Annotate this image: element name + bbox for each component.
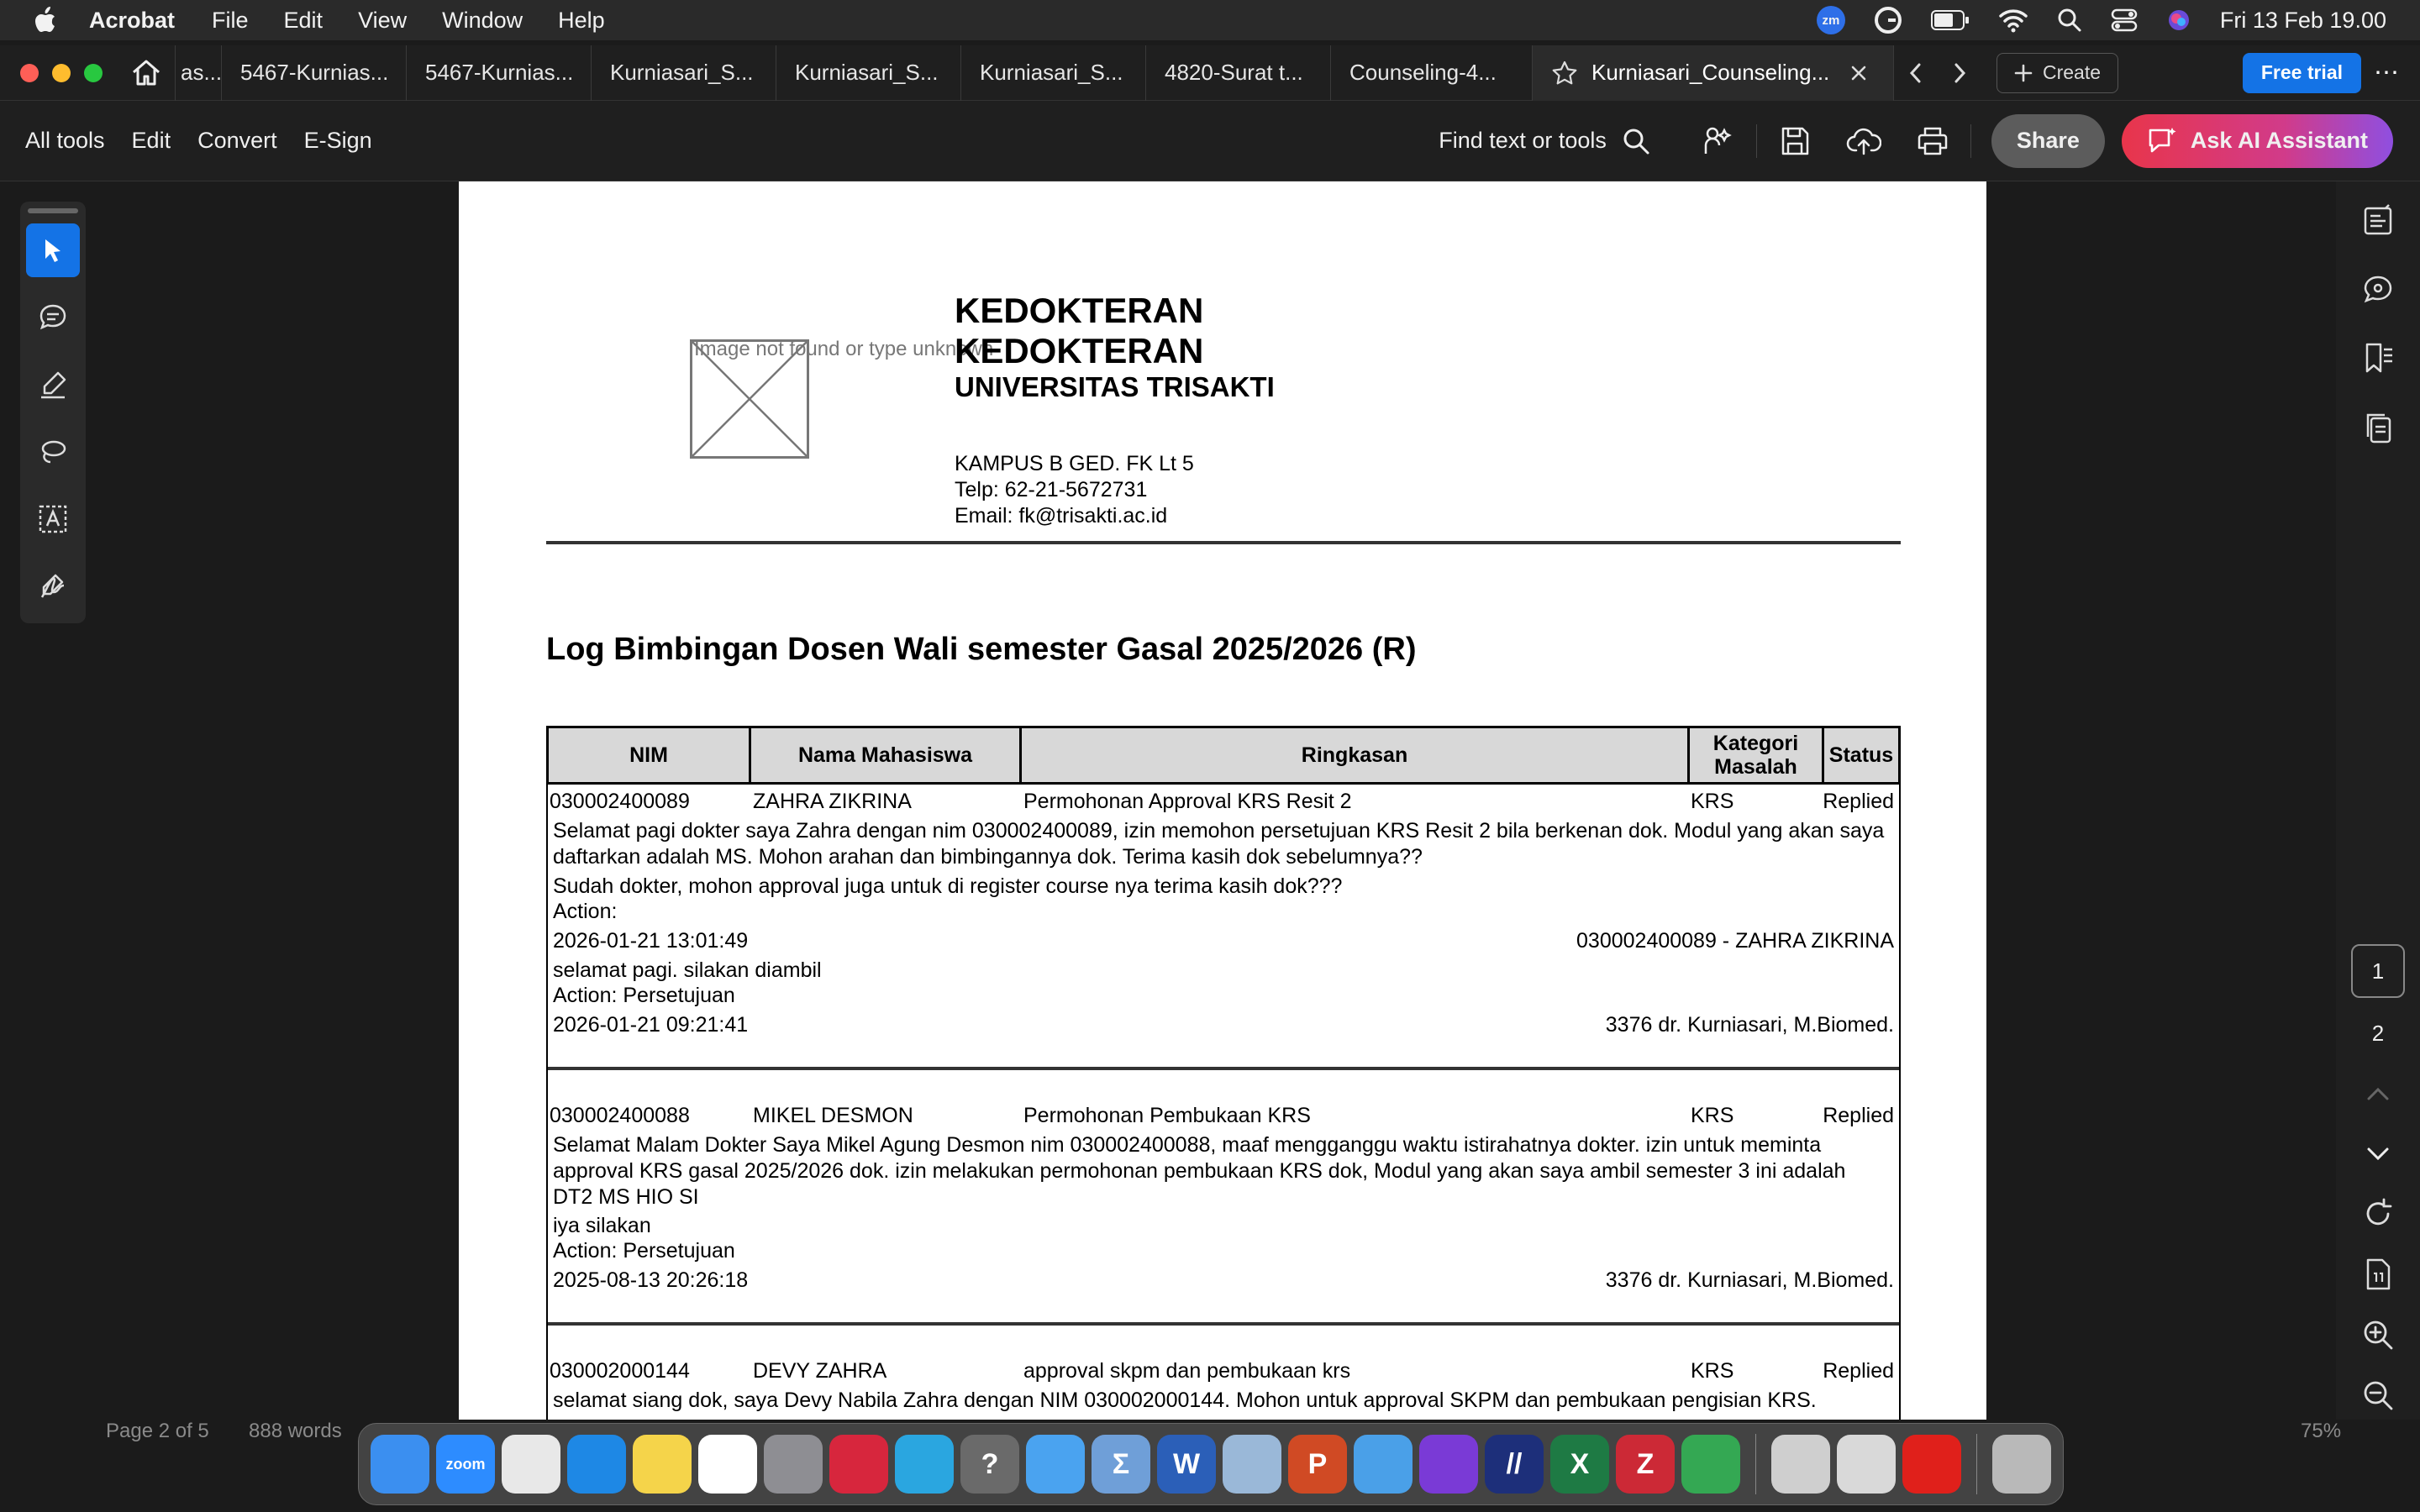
zoom-window-button[interactable]: [84, 64, 103, 82]
bookmarks-icon[interactable]: [2360, 341, 2396, 376]
macos-dock: [358, 1423, 2064, 1505]
share-button[interactable]: Share: [1991, 114, 2105, 168]
reply-timestamp: 2026-01-21 09:21:41: [553, 1013, 749, 1037]
tab-label: Kurniasari_S...: [610, 60, 754, 85]
create-button[interactable]: [1996, 53, 2118, 93]
tab-label: Kurniasari_S...: [980, 60, 1123, 85]
organize-pages-icon[interactable]: [2360, 203, 2396, 239]
more-options-icon[interactable]: ⋯: [2374, 59, 2399, 87]
cell-summary: approval skpm dan pembukaan krs: [1023, 1359, 1351, 1383]
chevron-right-icon: [1951, 61, 1968, 85]
document-tab[interactable]: [175, 45, 222, 101]
document-tab[interactable]: [592, 45, 776, 101]
star-icon[interactable]: [1551, 60, 1578, 87]
reply-text: selamat pagi. silakan diambil: [553, 958, 822, 982]
word-icon[interactable]: W: [1157, 1435, 1216, 1494]
followup-text: Sudah dokter, mohon approval juga untuk di register course nya terima kasih dok???: [553, 874, 1343, 898]
numbers-icon[interactable]: [1681, 1435, 1740, 1494]
apple-icon[interactable]: [32, 6, 57, 34]
column-header-status: Status: [1828, 743, 1894, 767]
window-controls: [20, 64, 103, 82]
chrome-icon[interactable]: [502, 1435, 560, 1494]
document-tab[interactable]: [961, 45, 1146, 101]
siri-icon[interactable]: [2166, 8, 2191, 33]
cell-name: ZAHRA ZIKRINA: [753, 790, 912, 813]
free-trial-button[interactable]: Free trial: [2243, 53, 2361, 93]
zotero-icon[interactable]: Z: [1616, 1435, 1675, 1494]
battery-icon[interactable]: [1931, 9, 1970, 31]
zoom-status-icon[interactable]: zm: [1817, 6, 1845, 34]
right-panel-rail: [2336, 181, 2420, 1420]
mendeley-icon[interactable]: [829, 1435, 888, 1494]
page-thumbnail-2[interactable]: 2: [2371, 1020, 2385, 1046]
lasso-icon: [37, 436, 69, 468]
ai-assistant-icon: [2147, 125, 2179, 157]
column-header-category: Kategori Masalah: [1690, 728, 1824, 782]
document-tab[interactable]: [776, 45, 961, 101]
cell-status: Replied: [1823, 1359, 1894, 1383]
cursor-icon: [39, 236, 67, 265]
trash-icon[interactable]: [1992, 1435, 2051, 1494]
fit-page-icon[interactable]: [2360, 1257, 2396, 1292]
pdf-page[interactable]: [459, 181, 1986, 1420]
table-header: [546, 726, 1901, 785]
chevron-down-icon[interactable]: [2360, 1136, 2396, 1171]
notes-icon[interactable]: [633, 1435, 692, 1494]
tab-label: 5467-Kurnias...: [425, 60, 574, 85]
search-icon: [1622, 127, 1650, 155]
preview-icon[interactable]: [1223, 1435, 1281, 1494]
cell-status: Replied: [1823, 790, 1894, 813]
toolbar: [0, 101, 2420, 181]
letterhead-phone: Telp: 62-21-5672731: [955, 478, 1148, 501]
document-tab-active[interactable]: [1533, 45, 1894, 101]
grammarly-icon[interactable]: [1874, 6, 1902, 34]
ask-ai-label: Ask AI Assistant: [2190, 128, 2368, 153]
image-alt-text: Image not found or type unknown: [694, 338, 994, 360]
document-tab[interactable]: [407, 45, 592, 101]
finder-icon[interactable]: [371, 1435, 429, 1494]
quick-tools-rail: [20, 202, 86, 623]
message-text: Selamat pagi dokter saya Zahra dengan nim 030002400089, izin memohon persetujuan KRS Resit 2 bila berkenan dok. Modul yang akan saya daftarkan adalah MS. Mohon arahan dan bimbingannya dok. Terima kasih dok sebelumnya??: [553, 819, 1885, 869]
zoom-icon[interactable]: zoom: [436, 1435, 495, 1494]
menu-window[interactable]: Window: [442, 7, 523, 33]
print-icon[interactable]: [1915, 123, 1950, 159]
signature-icon: [37, 570, 69, 602]
menu-edit[interactable]: Edit: [283, 7, 324, 33]
ai-tools-icon[interactable]: [1701, 123, 1736, 159]
cell-status: Replied: [1823, 1104, 1894, 1127]
tab-bar: [0, 45, 2420, 101]
page-thumbnail-1[interactable]: 1: [2351, 944, 2405, 998]
reply-author: 3376 dr. Kurniasari, M.Biomed.: [1605, 1013, 1894, 1037]
reply-author: 3376 dr. Kurniasari, M.Biomed.: [1605, 1268, 1894, 1292]
highlighter-icon: [37, 369, 69, 401]
followup-timestamp: 2026-01-21 13:01:49: [553, 929, 749, 953]
settings-icon[interactable]: [764, 1435, 823, 1494]
tab-label: Kurniasari_S...: [795, 60, 939, 85]
grapher-icon[interactable]: Σ: [1092, 1435, 1150, 1494]
ask-ai-assistant-button[interactable]: [2122, 114, 2393, 168]
message-text: Selamat Malam Dokter Saya Mikel Agung Desmon nim 030002400088, maaf mengganggu waktu istirahatnya dokter. izin untuk meminta approval KRS gasal 2025/2026 dok. izin melakukan permohonan pembukaan KRS dok, Modul yang akan saya ambil semester 3 ini adalah DT2 MS HIO SI: [553, 1133, 1846, 1209]
gem-icon[interactable]: [895, 1435, 954, 1494]
spotlight-search-icon[interactable]: [2057, 8, 2082, 33]
select-tool-button[interactable]: [26, 223, 80, 277]
upload-cloud-icon[interactable]: [1846, 123, 1881, 159]
column-header-nim: NIM: [549, 728, 751, 782]
cell-name: MIKEL DESMON: [753, 1104, 913, 1127]
followup-action: Action:: [553, 900, 618, 923]
dock-separator: [1976, 1434, 1977, 1494]
comment-tool-button[interactable]: [26, 291, 80, 344]
convert-menu[interactable]: Convert: [197, 128, 277, 153]
powerpoint-icon[interactable]: P: [1288, 1435, 1347, 1494]
home-icon[interactable]: [129, 56, 163, 90]
word-count: 888 words: [249, 1420, 342, 1442]
cell-summary: Permohonan Pembukaan KRS: [1023, 1104, 1311, 1127]
tab-label: 4820-Surat t...: [1165, 60, 1303, 85]
rotate-icon[interactable]: [2360, 1196, 2396, 1231]
save-icon[interactable]: [1777, 123, 1812, 159]
close-tab-icon[interactable]: [1849, 64, 1868, 82]
edit-menu[interactable]: Edit: [131, 128, 171, 153]
highlight-tool-button[interactable]: [26, 358, 80, 412]
mail-icon[interactable]: [1026, 1435, 1085, 1494]
menu-file[interactable]: File: [212, 7, 249, 33]
menu-help[interactable]: Help: [558, 7, 605, 33]
letterhead-email: Email: fk@trisakti.ac.id: [955, 504, 1168, 528]
tab-scroll-right-button[interactable]: [1938, 61, 1981, 85]
excel-icon[interactable]: X: [1550, 1435, 1609, 1494]
tab-scroll-left-button[interactable]: [1894, 61, 1938, 85]
reply-action: Action: Persetujuan: [553, 984, 735, 1007]
comments-panel-icon[interactable]: [2360, 272, 2396, 307]
letterhead-university: UNIVERSITAS TRISAKTI: [955, 371, 1275, 402]
comment-icon: [37, 302, 69, 333]
esign-menu[interactable]: E-Sign: [303, 128, 372, 153]
cell-summary: Permohonan Approval KRS Resit 2: [1023, 790, 1352, 813]
draw-tool-button[interactable]: [26, 425, 80, 479]
menu-view[interactable]: View: [358, 7, 408, 33]
zoom-level[interactable]: 75%: [2301, 1420, 2342, 1442]
zoom-out-icon[interactable]: [2360, 1378, 2396, 1413]
table-body: [546, 785, 1901, 1420]
control-center-icon[interactable]: [2111, 8, 2138, 33]
firefox-icon[interactable]: [1419, 1435, 1478, 1494]
toolbar-divider: [1756, 124, 1757, 158]
cell-category: KRS: [1691, 1359, 1734, 1383]
reply-action: Action: Persetujuan: [553, 1239, 735, 1263]
freeform-icon[interactable]: [698, 1435, 757, 1494]
reply-timestamp: 2025-08-13 20:26:18: [553, 1268, 749, 1292]
chevron-up-icon[interactable]: [2360, 1077, 2396, 1112]
row-divider: [548, 1322, 1899, 1326]
help-icon[interactable]: ?: [960, 1435, 1019, 1494]
sign-tool-button[interactable]: [26, 559, 80, 613]
network-icon[interactable]: [1354, 1435, 1413, 1494]
scanner-icon[interactable]: [1771, 1435, 1830, 1494]
column-header-name: Nama Mahasiswa: [751, 728, 1022, 782]
text-box-icon: [37, 503, 69, 535]
document-tab[interactable]: [222, 45, 407, 101]
letterhead-address: KAMPUS B GED. FK Lt 5: [955, 452, 1194, 475]
dock-separator: [1755, 1434, 1756, 1494]
acrobat-icon[interactable]: [1902, 1435, 1961, 1494]
cell-category: KRS: [1691, 1104, 1734, 1127]
find-text-or-tools-button[interactable]: [1439, 127, 1650, 155]
message-text: selamat siang dok, saya Devy Nabila Zahra dengan NIM 030002000144. Mohon untuk approval SKPM dan pembukaan pengisian KRS.: [553, 1389, 1817, 1412]
document-tab[interactable]: [1146, 45, 1331, 101]
followup-author: 030002400089 - ZAHRA ZIKRINA: [1576, 929, 1894, 953]
cell-nim: 030002400088: [550, 1104, 690, 1127]
toolbar-divider: [1970, 124, 1971, 158]
row-divider: [548, 1067, 1899, 1070]
printer-icon[interactable]: [1837, 1435, 1896, 1494]
document-tab[interactable]: [1331, 45, 1533, 101]
tab-label: Counseling-4...: [1349, 60, 1497, 85]
wifi-icon[interactable]: [1998, 8, 2028, 33]
cell-category: KRS: [1691, 790, 1734, 813]
close-window-button[interactable]: [20, 64, 39, 82]
letterhead-line-2: KEDOKTERAN: [955, 331, 1204, 370]
cell-name: DEVY ZAHRA: [753, 1359, 887, 1383]
plus-icon: [2014, 64, 2033, 82]
reply-text: iya silakan: [553, 1214, 651, 1237]
all-tools-menu[interactable]: All tools: [25, 128, 105, 153]
chevron-left-icon: [1907, 61, 1924, 85]
copy-pages-icon[interactable]: [2360, 410, 2396, 445]
tab-label: 5467-Kurnias...: [240, 60, 389, 85]
letterhead-line-1: KEDOKTERAN: [955, 291, 1204, 330]
menubar-clock[interactable]: Fri 13 Feb 19.00: [2219, 7, 2386, 33]
text-tool-button[interactable]: [26, 492, 80, 546]
menu-app-acrobat[interactable]: Acrobat: [89, 7, 176, 33]
tab-label: Kurniasari_Counseling...: [1591, 60, 1830, 85]
find-label: Find text or tools: [1439, 128, 1607, 153]
cell-nim: 030002000144: [550, 1359, 690, 1383]
menu-bar: [0, 0, 2420, 40]
cell-nim: 030002400089: [550, 790, 690, 813]
minimize-window-button[interactable]: [52, 64, 71, 82]
zoom-in-icon[interactable]: [2360, 1317, 2396, 1352]
tab-label: as...: [181, 60, 223, 85]
safari-icon[interactable]: [567, 1435, 626, 1494]
page-indicator[interactable]: Page 2 of 5: [106, 1420, 209, 1442]
create-button-label: Create: [2043, 61, 2102, 83]
rail-drag-handle[interactable]: [28, 208, 78, 213]
slash-icon[interactable]: //: [1485, 1435, 1544, 1494]
letterhead-divider: [546, 541, 1901, 544]
document-title: Log Bimbingan Dosen Wali semester Gasal 2025/2026 (R): [546, 632, 1417, 667]
column-header-summary: Ringkasan: [1022, 728, 1690, 782]
